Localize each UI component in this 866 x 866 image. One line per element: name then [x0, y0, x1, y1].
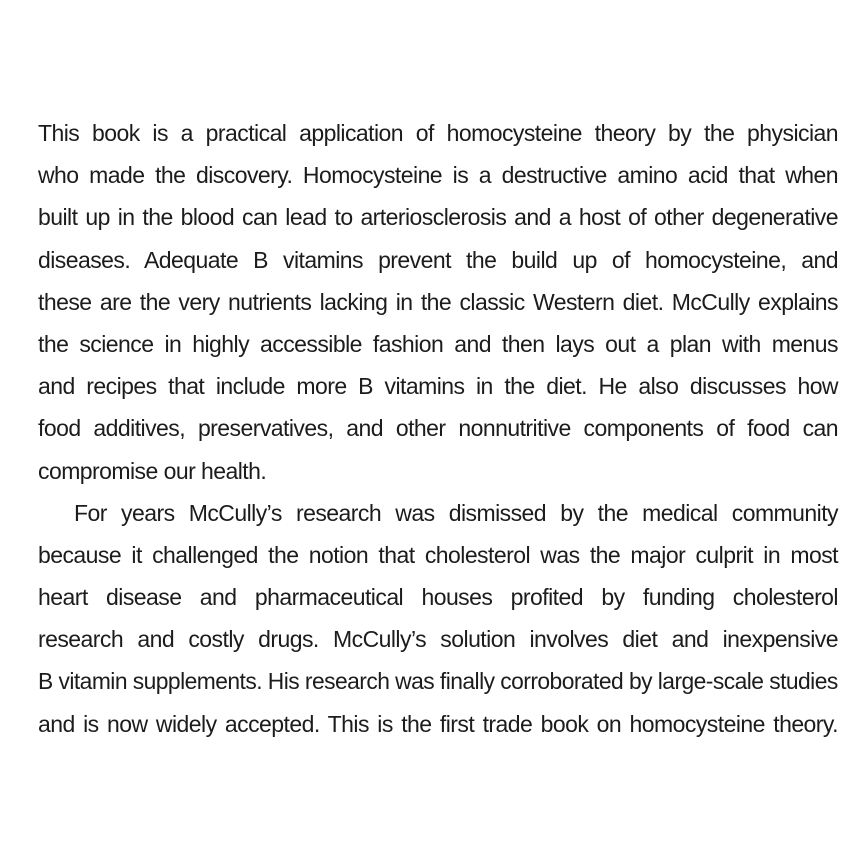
- book-description: [38, 112, 838, 745]
- text-line: B vitamin supplements. His research was finally corroborated by large-scale studies: [38, 668, 838, 695]
- text-line: the science in highly accessible fashion and then lays out a plan with menus: [38, 330, 838, 357]
- text-line: these are the very nutrients lacking in the classic Western diet. McCully explains: [38, 288, 838, 315]
- text-line: heart disease and pharmaceutical houses profited by funding cholesterol: [38, 584, 838, 611]
- text-line: built up in the blood can lead to arteriosclerosis and a host of other degenerative: [38, 204, 838, 231]
- text-line: and recipes that include more B vitamins in the diet. He also discusses how: [38, 373, 838, 400]
- text-line: compromise our health.: [38, 457, 267, 484]
- text-line: This book is a practical application of homocysteine theory by the physician: [38, 120, 838, 146]
- text-line: diseases. Adequate B vitamins prevent the build up of homocysteine, and: [38, 246, 838, 273]
- text-line: and is now widely accepted. This is the first trade book on homocysteine theory.: [38, 710, 838, 737]
- paragraph-1: [38, 112, 838, 492]
- text-line: For years McCully’s research was dismissed by the medical community: [74, 499, 838, 526]
- text-line: who made the discovery. Homocysteine is a destructive amino acid that when: [38, 162, 838, 189]
- text-line: because it challenged the notion that cholesterol was the major culprit in most: [38, 541, 838, 568]
- text-line: food additives, preservatives, and other nonnutritive components of food can: [38, 415, 838, 442]
- paragraph-2: [38, 492, 838, 745]
- text-line: research and costly drugs. McCully’s solution involves diet and inexpensive: [38, 626, 838, 653]
